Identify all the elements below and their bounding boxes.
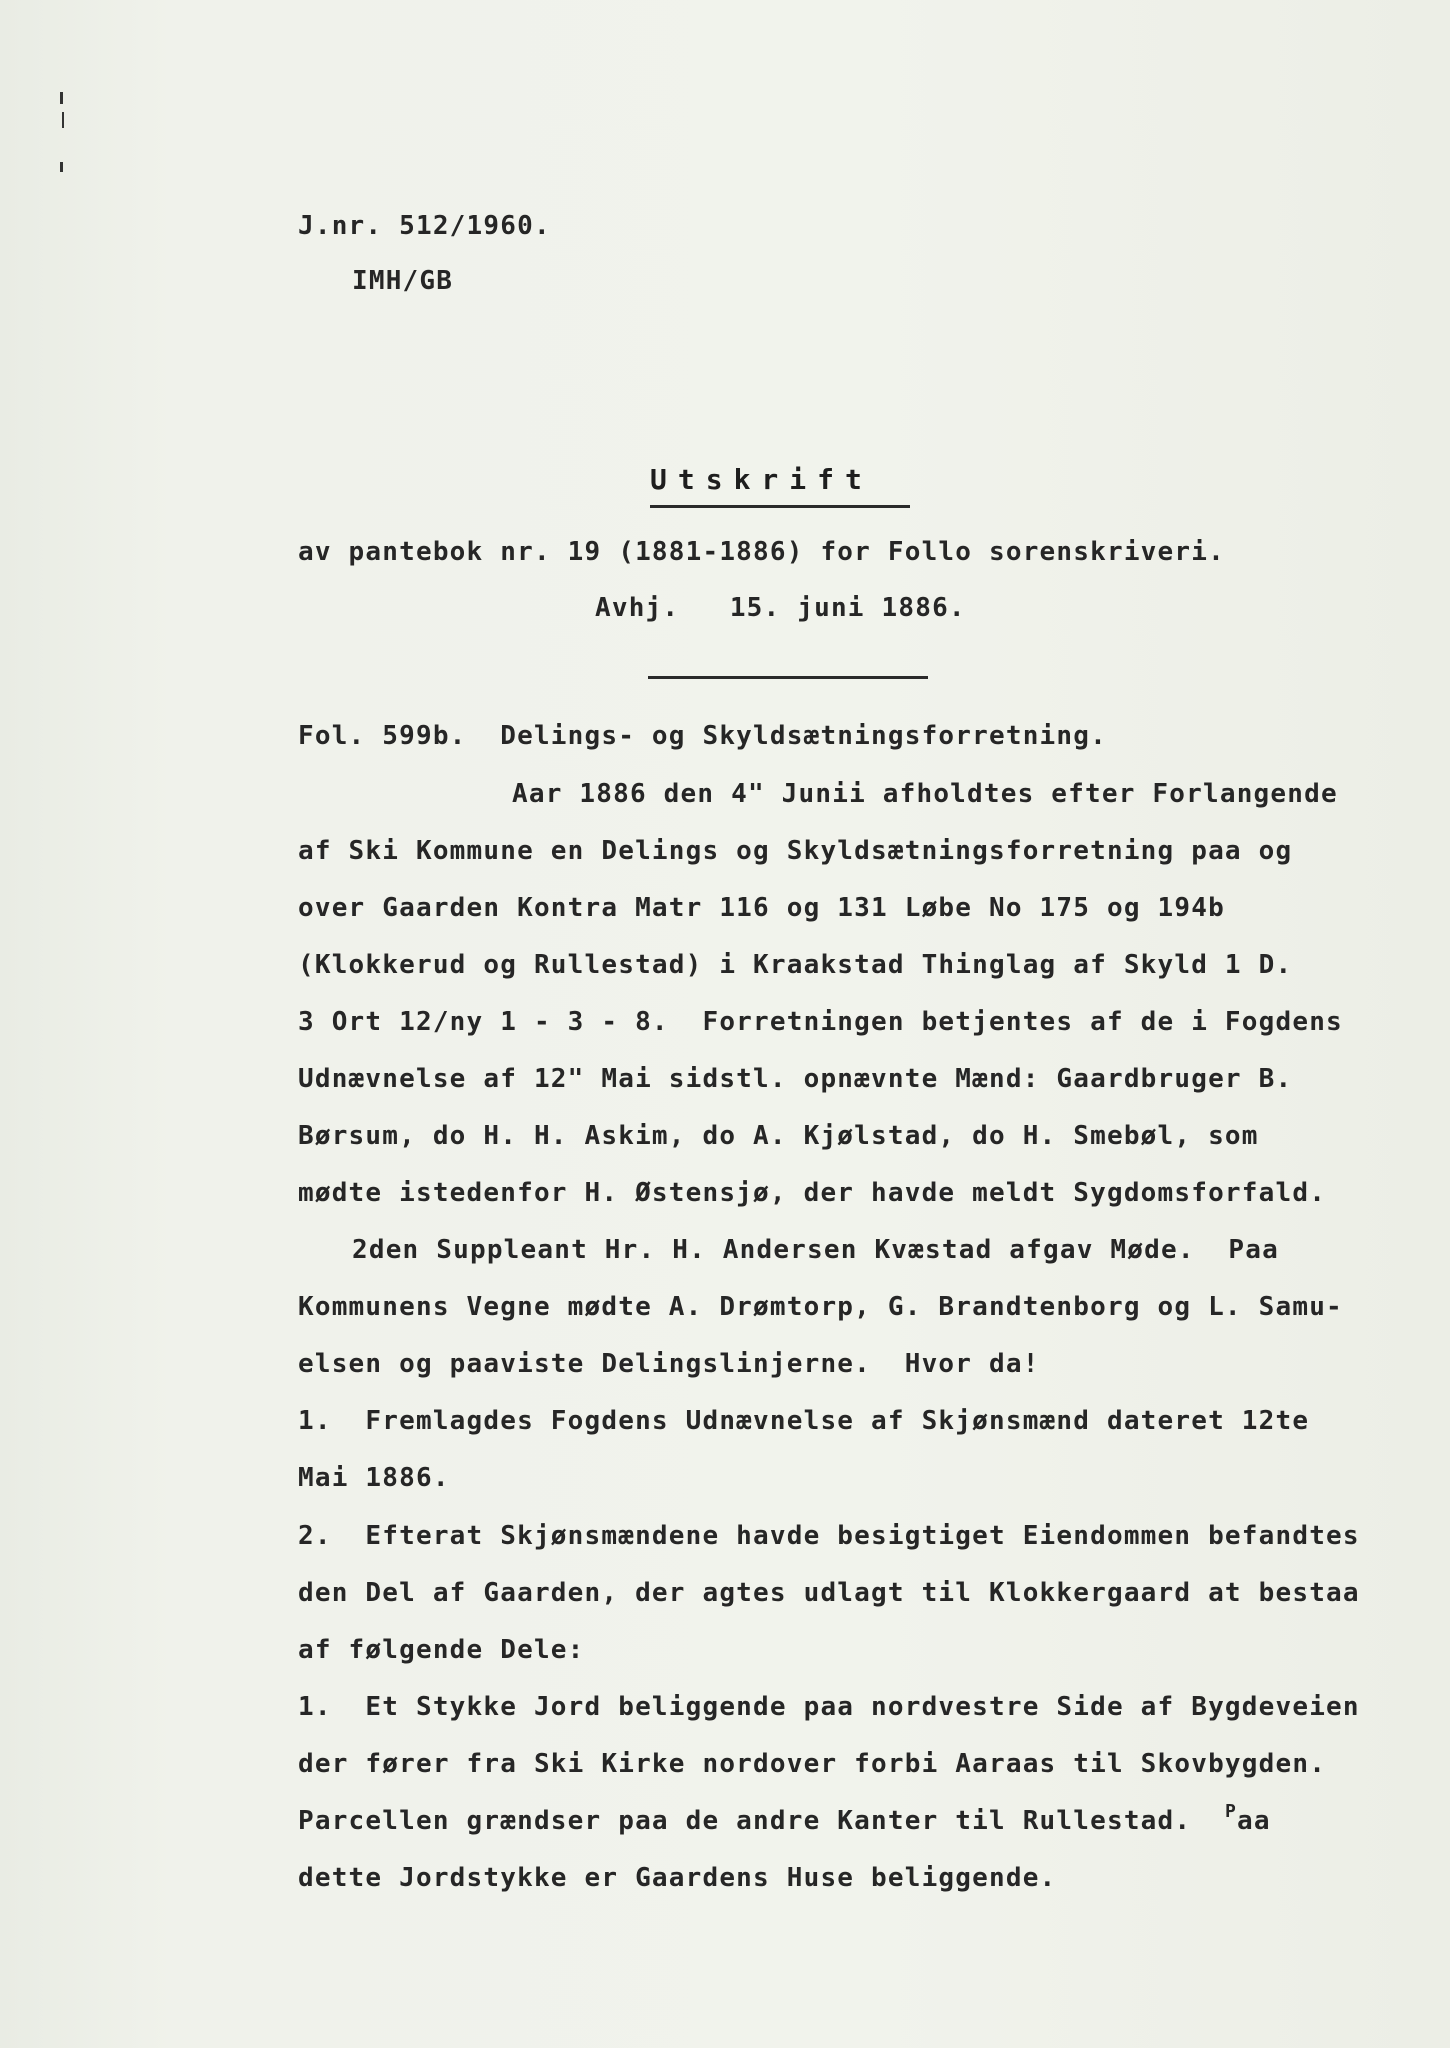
body-line-17: af følgende Dele:: [298, 1635, 585, 1665]
body-line-13: 1. Fremlagdes Fogdens Udnævnelse af Skjønsmænd dateret 12te: [298, 1406, 1310, 1436]
initials: IMH/GB: [352, 266, 454, 296]
body-line-8: Børsum, do H. H. Askim, do A. Kjølstad, do H. Smebøl, som: [298, 1121, 1259, 1151]
body-line-20-text: Parcellen grændser paa de andre Kanter til Rullestad.: [298, 1806, 1225, 1836]
section-divider: [648, 676, 928, 679]
body-line-11: Kommunens Vegne mødte A. Drømtorp, G. Brandtenborg og L. Samu-: [298, 1292, 1343, 1322]
body-line-10: 2den Suppleant Hr. H. Andersen Kvæstad afgav Møde. Paa: [352, 1235, 1279, 1265]
body-line-3: af Ski Kommune en Delings og Skyldsætningsforretning paa og: [298, 836, 1293, 866]
journal-number: J.nr. 512/1960.: [298, 211, 551, 241]
body-line-6: 3 Ort 12/ny 1 - 3 - 8. Forretningen betjentes af de i Fogdens: [298, 1007, 1343, 1037]
body-line-1: Fol. 599b. Delings- og Skyldsætningsforretning.: [298, 721, 1107, 751]
document-title: Utskrift: [650, 463, 873, 496]
body-line-5: (Klokkerud og Rullestad) i Kraakstad Thinglag af Skyld 1 D.: [298, 950, 1293, 980]
body-line-4: over Gaarden Kontra Matr 116 og 131 Løbe No 175 og 194b: [298, 893, 1225, 923]
body-line-19: der fører fra Ski Kirke nordover forbi Aaraas til Skovbygden.: [298, 1749, 1327, 1779]
body-line-12: elsen og paaviste Delingslinjerne. Hvor da!: [298, 1349, 1040, 1379]
margin-punch-marks: [56, 92, 70, 182]
body-line-20-tail: aa: [1236, 1806, 1271, 1836]
body-line-18: 1. Et Stykke Jord beliggende paa nordvestre Side af Bygdeveien: [298, 1692, 1360, 1722]
raised-letter: P: [1224, 1801, 1237, 1822]
body-line-16: den Del af Gaarden, der agtes udlagt til Klokkergaard at bestaa: [298, 1578, 1360, 1608]
body-line-15: 2. Efterat Skjønsmændene havde besigtiget Eiendommen befandtes: [298, 1521, 1360, 1551]
subtitle-line-2: Avhj. 15. juni 1886.: [595, 593, 966, 623]
body-line-14: Mai 1886.: [298, 1463, 450, 1493]
subtitle-line-1: av pantebok nr. 19 (1881-1886) for Follo sorenskriveri.: [298, 537, 1225, 567]
body-line-7: Udnævnelse af 12" Mai sidstl. opnævnte Mænd: Gaardbruger B.: [298, 1064, 1293, 1094]
body-line-2: Aar 1886 den 4" Junii afholdtes efter Forlangende: [512, 779, 1338, 809]
body-line-9: mødte istedenfor H. Østensjø, der havde meldt Sygdomsforfald.: [298, 1178, 1327, 1208]
body-line-21: dette Jordstykke er Gaardens Huse beliggende.: [298, 1863, 1057, 1893]
title-underline: [650, 505, 910, 508]
body-line-20: [298, 1801, 1271, 1837]
